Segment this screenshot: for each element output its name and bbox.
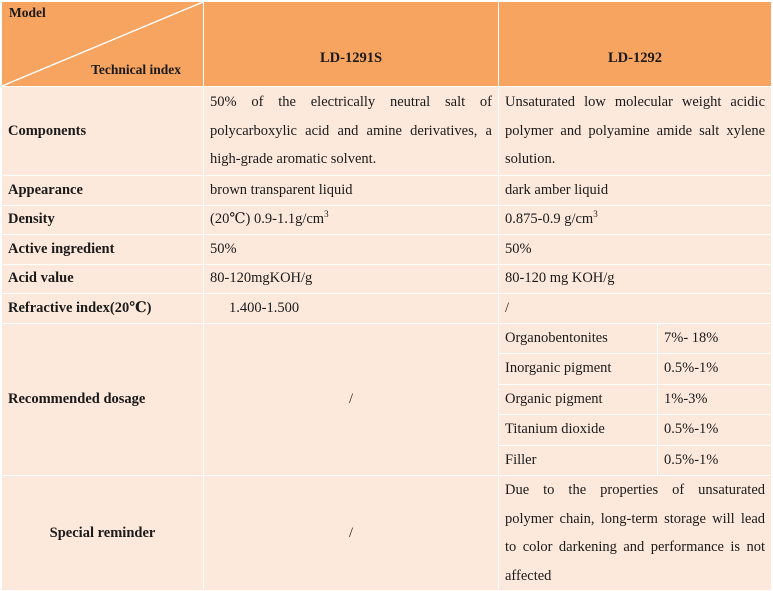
table-row-acid-value: [2, 264, 772, 294]
row-label-components: Components: [2, 87, 204, 176]
row-label-acid-value: Acid value: [2, 264, 204, 294]
row-label-active-ingredient: Active ingredient: [2, 235, 204, 265]
density-b-value: 0.875-0.9 g/cm: [505, 211, 594, 228]
dosage-item-name: Organic pigment: [499, 384, 658, 415]
row-label-density: Density: [2, 205, 204, 235]
cell-refractive-a: 1.400-1.500: [204, 294, 499, 324]
cell-appearance-a: brown transparent liquid: [204, 176, 499, 206]
dosage-item-name: Inorganic pigment: [499, 354, 658, 385]
row-label-recommended-dosage: Recommended dosage: [2, 323, 204, 476]
dosage-item-value: 7%- 18%: [658, 323, 772, 354]
spec-table: [1, 1, 772, 591]
dosage-item-value: 0.5%-1%: [658, 445, 772, 476]
cell-components-b: Unsaturated low molecular weight acidic polymer and polyamine amide salt xylene solution.: [499, 87, 772, 176]
header-row: [2, 2, 772, 87]
dosage-item-value: 0.5%-1%: [658, 354, 772, 385]
row-label-special-reminder: Special reminder: [2, 476, 204, 591]
dosage-item-name: Organobentonites: [499, 323, 658, 354]
row-label-refractive-index: Refractive index(20℃): [2, 294, 204, 324]
cell-reminder-a: /: [204, 476, 499, 591]
cell-density-b: [499, 205, 772, 235]
cell-dosage-a: /: [204, 323, 499, 476]
cell-acid-b: 80-120 mg KOH/g: [499, 264, 772, 294]
row-label-appearance: Appearance: [2, 176, 204, 206]
dosage-item-value: 1%-3%: [658, 384, 772, 415]
density-a-unit-sup: 3: [324, 209, 329, 220]
table-row-components: [2, 87, 772, 176]
corner-label-technical-index: Technical index: [91, 62, 181, 77]
cell-density-a: [204, 205, 499, 235]
density-b-unit-sup: 3: [593, 209, 598, 220]
table-row-special-reminder: [2, 476, 772, 591]
table-row-active-ingredient: [2, 235, 772, 265]
corner-header-cell: [2, 2, 204, 87]
dosage-item-value: 0.5%-1%: [658, 415, 772, 446]
dosage-item-name: Filler: [499, 445, 658, 476]
cell-refractive-b: /: [499, 294, 772, 324]
table-row-density: [2, 205, 772, 235]
cell-reminder-b: Due to the properties of unsaturated polymer chain, long-term storage will lead to color darkening and performance is not affected: [499, 476, 772, 591]
cell-active-a: 50%: [204, 235, 499, 265]
corner-label-model: Model: [9, 5, 46, 20]
dosage-item-name: Titanium dioxide: [499, 415, 658, 446]
table-row-appearance: [2, 176, 772, 206]
model-header-ld1291s: LD-1291S: [204, 2, 499, 87]
cell-appearance-b: dark amber liquid: [499, 176, 772, 206]
table-row-dosage-1: [2, 323, 772, 354]
cell-active-b: 50%: [499, 235, 772, 265]
cell-components-a: 50% of the electrically neutral salt of polycarboxylic acid and amine derivatives, a high-grade aromatic solvent.: [204, 87, 499, 176]
model-header-ld1292: LD-1292: [499, 2, 772, 87]
table-row-refractive-index: [2, 294, 772, 324]
density-a-value: (20℃) 0.9-1.1g/cm: [210, 211, 325, 228]
cell-acid-a: 80-120mgKOH/g: [204, 264, 499, 294]
